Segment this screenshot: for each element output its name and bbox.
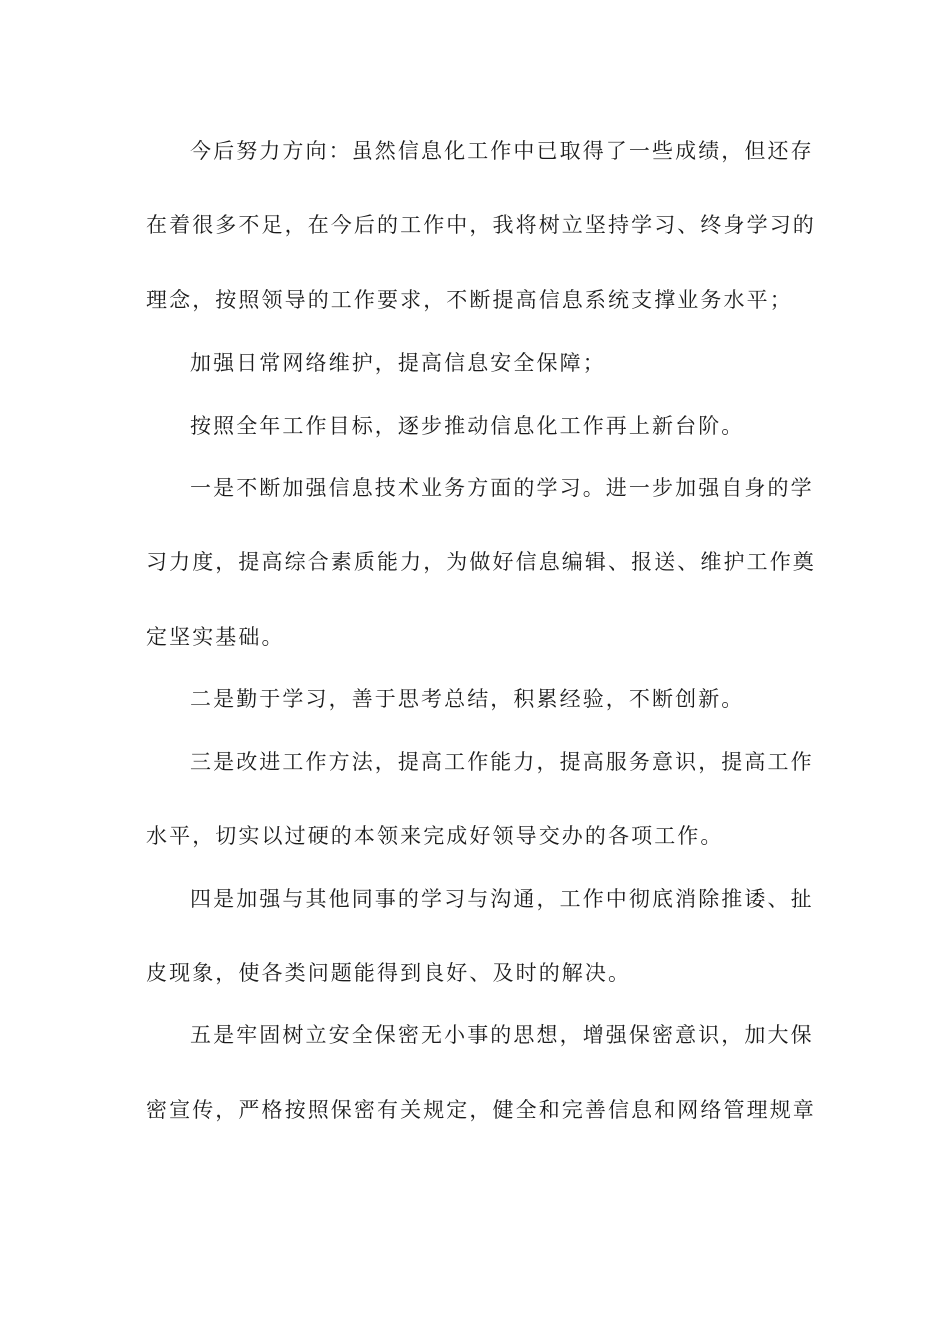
text-line: 二是勤于学习，善于思考总结，积累经验，不断创新。 xyxy=(190,687,745,711)
text-line: 定坚实基础。 xyxy=(146,625,285,649)
text-line: 四是加强与其他同事的学习与沟通，工作中彻底消除推诿、扯 xyxy=(190,887,814,911)
text-line: 皮现象，使各类问题能得到良好、及时的解决。 xyxy=(146,961,632,985)
text-line: 五是牢固树立安全保密无小事的思想，增强保密意识，加大保 xyxy=(190,1023,814,1047)
text-line: 水平，切实以过硬的本领来完成好领导交办的各项工作。 xyxy=(146,824,724,848)
text-line: 习力度，提高综合素质能力，为做好信息编辑、报送、维护工作奠 xyxy=(146,550,816,574)
text-line: 三是改进工作方法，提高工作能力，提高服务意识，提高工作 xyxy=(190,750,814,774)
text-line: 在着很多不足，在今后的工作中，我将树立坚持学习、终身学习的 xyxy=(146,213,816,237)
text-line: 按照全年工作目标，逐步推动信息化工作再上新台阶。 xyxy=(190,414,745,438)
text-line: 密宣传，严格按照保密有关规定，健全和完善信息和网络管理规章 xyxy=(146,1098,816,1122)
text-line: 今后努力方向：虽然信息化工作中已取得了一些成绩，但还存 xyxy=(190,139,814,163)
text-line: 一是不断加强信息技术业务方面的学习。进一步加强自身的学 xyxy=(190,476,814,500)
text-line: 加强日常网络维护，提高信息安全保障； xyxy=(190,351,606,375)
text-line: 理念，按照领导的工作要求，不断提高信息系统支撑业务水平； xyxy=(146,288,793,312)
